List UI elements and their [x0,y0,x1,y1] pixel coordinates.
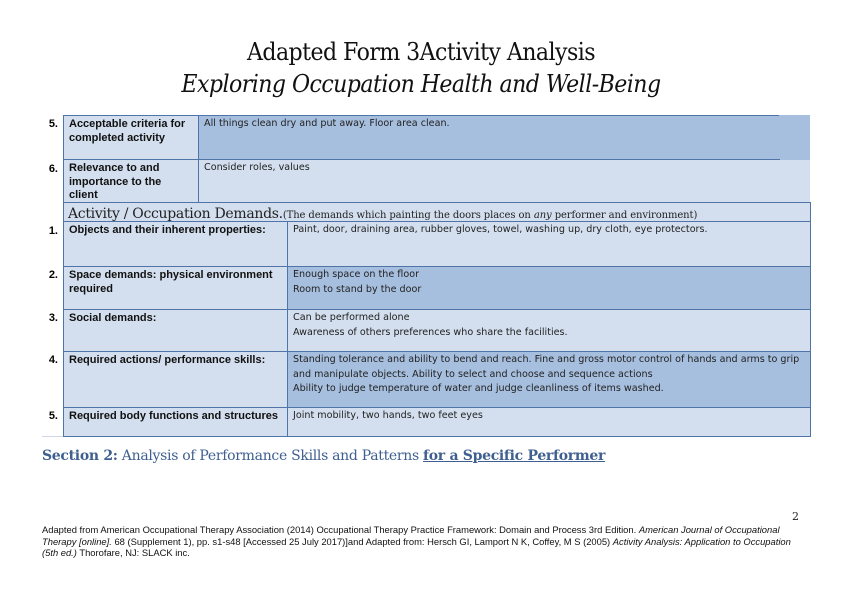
criteria-value: All things clean dry and put away. Floor area clean. [198,115,780,160]
relevance-label: Relevance to and importance to the client [63,159,199,203]
space-demands-label: Space demands: physical environment required [63,266,288,310]
objects-label: Objects and their inherent properties: [63,221,288,267]
specific-performer-link[interactable]: for a Specific Performer [423,448,606,464]
required-actions-value: Standing tolerance and ability to bend and reach. Fine and gross motor control of hands and arms to grip and manipulate objects. Ability to select and choose and sequence actions Ability to judge temperature of water and judge cleanliness of items washed. [287,351,811,408]
criteria-label: Acceptable criteria for completed activity [63,115,199,160]
section-2-label: Section 2: [42,448,118,464]
section-2-heading [42,446,605,466]
page-number: 2 [792,510,799,523]
document-title [0,36,842,100]
row-number: 3. [48,312,58,324]
social-demands-value: Can be performed alone Awareness of others preferences who share the facilities. [287,309,811,352]
section-2-text: Analysis of Performance Skills and Patterns [117,448,424,464]
extra-column-cell [779,160,810,202]
row-number: 5. [48,410,58,422]
row-number: 6. [48,163,58,175]
body-functions-value: Joint mobility, two hands, two feet eyes [287,407,811,437]
social-demands-label: Social demands: [63,309,288,352]
demands-title: Activity / Occupation Demands. [68,206,283,222]
table-divider [42,436,63,437]
row-number: 2. [48,269,58,281]
required-actions-label: Required actions/ performance skills: [63,351,288,408]
demands-table-header [63,202,811,222]
space-demands-value: Enough space on the floor Room to stand by the door [287,266,811,310]
title-line-1: Adapted Form 3Activity Analysis [246,38,596,66]
relevance-value: Consider roles, values [198,159,780,203]
title-line-2: Exploring Occupation Health and Well-Being [181,70,661,98]
extra-column-cell [779,115,810,160]
objects-value: Paint, door, draining area, rubber gloves, towel, washing up, dry cloth, eye protectors. [287,221,811,267]
row-number: 4. [48,354,58,366]
footnote-citation: Adapted from American Occupational Therapy Association (2014) Occupational Therapy Practice Framework: Domain and Process 3rd Edition. American Journal of Occupational Therapy [online]. 68 (Supplement 1), pp. s1-s48 [Accessed 25 July 2017)]and Adapted from: Hersch GI, Lamport N K, Coffey, M S (2005) Activity Analysis: Application to Occupation (5th ed.) Thorofare, NJ: SLACK inc. [42,524,791,559]
demands-subtitle: (The demands which painting the doors places on any performer and environment) [282,210,698,221]
body-functions-label: Required body functions and structures [63,407,288,437]
row-number: 5. [48,118,58,130]
row-number: 1. [48,225,58,237]
